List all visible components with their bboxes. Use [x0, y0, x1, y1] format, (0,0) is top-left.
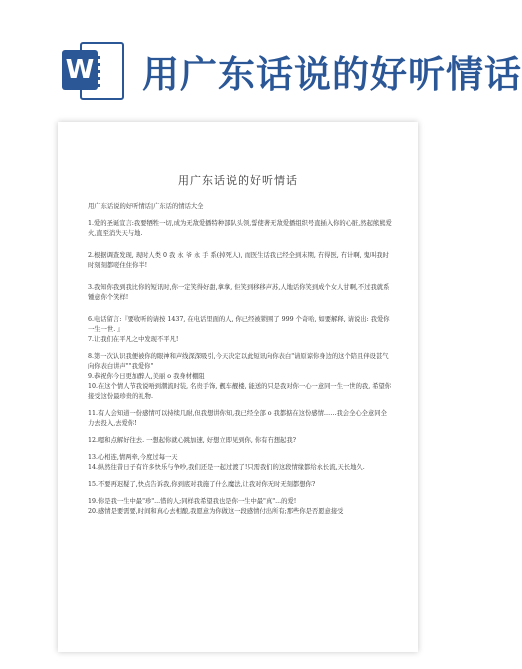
paragraph: 13.心相连,情两牵,今度过每一天: [88, 454, 178, 461]
document-subtitle: 用广东话说的好听情话|广东话的情话大全: [88, 203, 204, 210]
paragraph: 15.不要再迟疑了,快点告诉我,你到底对我施了什么魔法,让我对你无时无刻都想你?: [88, 481, 316, 488]
paragraph: 7.让我们在平凡之中发现不平凡!: [88, 336, 179, 343]
paragraph: 14.纵然往昔日子有许多快乐与争吵,我们还是一起过渡了!只需我们的这段情缘都给永长流,天长地久.: [88, 464, 365, 471]
banner-title: 用广东话说的好听情话: [142, 53, 522, 96]
paragraph: 3.我知你我到我比你的短讯时,你一定笑得好甜,拿拿, 佢笑到移移声苏,人地话你笑到成个女人甘啊,不过我就系锺意你个笑样!: [88, 284, 390, 301]
paragraph: 11.有人会知道一份感情可以持续几耐,但我想讲你知,我已经全部 o 我都掂在这份感情……我会全心全意同全力去投入,去爱你!: [88, 410, 387, 427]
word-letter: W: [62, 50, 98, 90]
banner: [0, 0, 522, 140]
document-body: [88, 202, 393, 517]
document-title: 用广东话说的好听情话: [178, 174, 298, 187]
paragraph: 20.感情是要需要,时间和真心去相酿,我愿意为你做这一段感情付出所有;那些你是否愿意接受: [88, 508, 344, 515]
paragraph: 12.嗯和点解好往去. 一想起你就心跳加速, 好想立即见到你, 你有冇想起我?: [88, 437, 297, 444]
paragraph: 19.你是我一生中最"珍"...惜的人;同样我希望我也是你一生中最"真"...的爱!: [88, 498, 297, 505]
paragraph: 10.在这个情人节我说唔到潮流时装, 名贵手饰, 靓车靓楼, 能送的只是我对你一心一意同一生一世的我, 希望你接受这份最珍贵的礼物.: [88, 383, 392, 400]
paragraph: 8.第一次认识我便被你的眼神和声线深深吸引,今天决定以此短讯向你表白"请原谅你身边的这个陪且伴设甚气向你表白讲声""我爱你": [88, 353, 389, 370]
paragraph: 1.爱的圣诞宣言:我要牺牲一切,成为无敌爱播特种部队头领,誓使著无敌爱播组织号直插入你的心脏,然起熊熊爱火,直至消失天与地.: [88, 220, 392, 237]
paragraph: 9.恭祝你今日更加醉人,美丽 o 我身材棚阻: [88, 373, 205, 380]
document-page: [58, 122, 418, 652]
paragraph: 2.根据调查发现, 现时人类 0 我 永 爷 永 手 系(掉死人), 而医生话我已经全到末期, 冇得医, 冇计啊, 鬼叫我时时刻刻都嗟住住你半!: [88, 252, 389, 269]
word-doc-icon: [62, 40, 126, 102]
paragraph: 6.电话留言:『要收听的请按 1437, 在电话里面的人, 你已经被锁围了 999 个奇哈, 如要解释, 请说出: 我爱你一生一世. 』: [88, 316, 390, 333]
